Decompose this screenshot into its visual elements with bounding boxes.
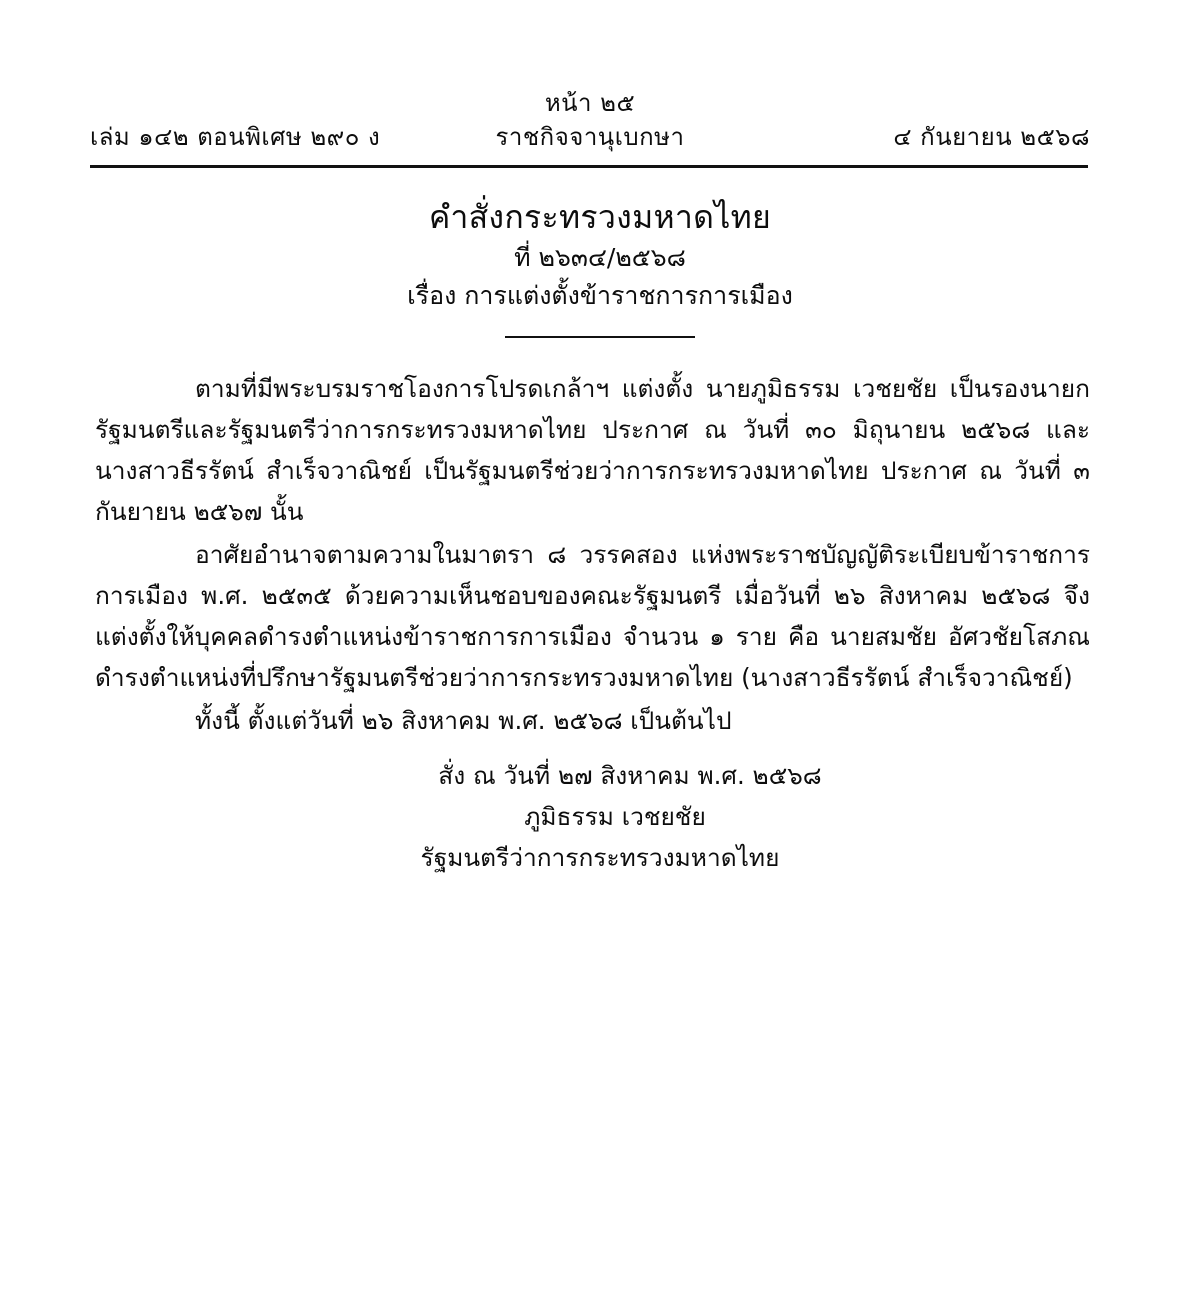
document-body (95, 368, 1090, 741)
document-number: ที่ ๒๖๓๔/๒๕๖๘ (514, 243, 686, 272)
document-title: คำสั่งกระทรวงมหาดไทย (428, 198, 772, 236)
document-subject: เรื่อง การแต่งตั้งข้าราชการการเมือง (407, 281, 793, 310)
signature-date: สั่ง ณ วันที่ ๒๗ สิงหาคม พ.ศ. ๒๕๖๘ (438, 761, 822, 790)
header-rule (90, 165, 1088, 168)
volume-label: เล่ม ๑๔๒ ตอนพิเศษ ๒๙๐ ง (90, 123, 381, 151)
signatory-name: ภูมิธรรม เวชยชัย (524, 802, 706, 831)
paragraph-1 (95, 368, 1090, 532)
paragraph-1-text: ตามที่มีพระบรมราชโองการโปรดเกล้าฯ แต่งตั้ง นายภูมิธรรม เวชยชัย เป็นรองนายกรัฐมนตรีและรัฐมนตรีว่าการกระทรวงมหาดไทย ประกาศ ณ วันที่ ๓๐ มิถุนายน ๒๕๖๘ และนางสาวธีรรัตน์ สำเร็จวาณิชย์ เป็นรัฐมนตรีช่วยว่าการกระทรวงมหาดไทย ประกาศ ณ วันที่ ๓ กันยายน ๒๕๖๗ นั้น (95, 374, 1090, 526)
paragraph-2-text: อาศัยอำนาจตามความในมาตรา ๘ วรรคสอง แห่งพระราชบัญญัติระเบียบข้าราชการการเมือง พ.ศ. ๒๕๓๕ ด้วยความเห็นชอบของคณะรัฐมนตรี เมื่อวันที่ ๒๖ สิงหาคม ๒๕๖๘ จึงแต่งตั้งให้บุคคลดำรงตำแหน่งข้าราชการการเมือง จำนวน ๑ ราย คือ นายสมชัย อัศวชัยโสภณ ดำรงตำแหน่งที่ปรึกษารัฐมนตรีช่วยว่าการกระทรวงมหาดไทย (นางสาวธีรรัตน์ สำเร็จวาณิชย์) (95, 540, 1090, 692)
title-divider (505, 336, 695, 338)
signature-block (100, 755, 1100, 878)
paragraph-3 (95, 700, 1090, 741)
signatory-position: รัฐมนตรีว่าการกระทรวงมหาดไทย (420, 843, 780, 872)
gazette-name: ราชกิจจานุเบกษา (495, 123, 685, 151)
paragraph-3-text: ทั้งนี้ ตั้งแต่วันที่ ๒๖ สิงหาคม พ.ศ. ๒๕๖๘ เป็นต้นไป (195, 706, 732, 735)
paragraph-2 (95, 534, 1090, 698)
page-header (90, 88, 1090, 154)
publication-date: ๔ กันยายน ๒๕๖๘ (893, 123, 1090, 151)
header-row (90, 120, 1090, 154)
title-block (100, 196, 1100, 338)
page-number-label: หน้า ๒๕ (544, 89, 636, 117)
